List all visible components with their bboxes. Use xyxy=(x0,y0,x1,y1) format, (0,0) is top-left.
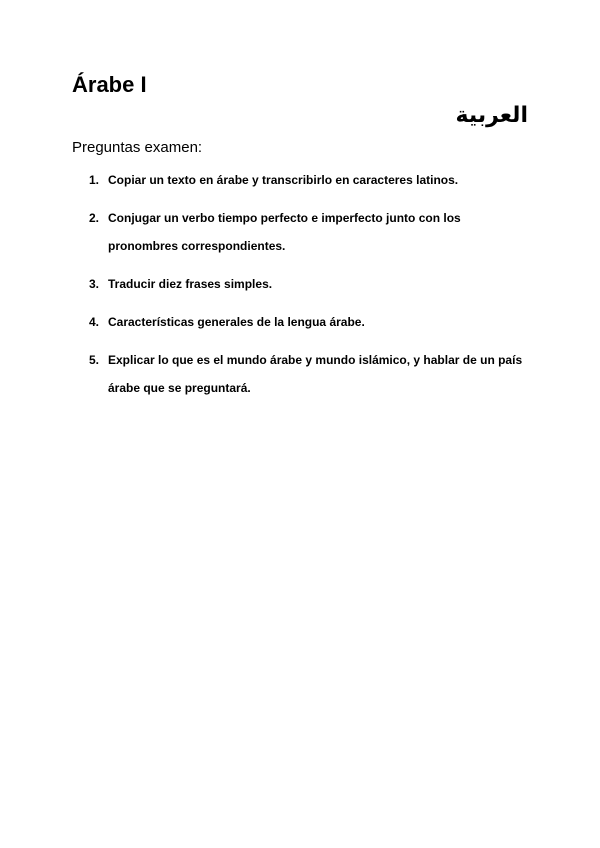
question-number: 3. xyxy=(89,277,100,291)
intro-text: Preguntas examen: xyxy=(72,139,203,156)
question-text: Copiar un texto en árabe y transcribirlo en caracteres latinos. xyxy=(108,173,459,187)
question-text: Conjugar un verbo tiempo perfecto e imperfecto junto con los pronombres correspondientes. xyxy=(108,211,461,253)
question-item xyxy=(72,308,532,336)
question-number: 4. xyxy=(89,315,100,329)
question-item xyxy=(72,270,532,298)
page-title: Árabe I xyxy=(72,72,147,97)
question-item xyxy=(72,204,532,260)
question-list xyxy=(72,166,532,412)
question-item xyxy=(72,346,532,402)
arabic-title: العربية xyxy=(455,103,528,128)
question-number: 1. xyxy=(89,173,100,187)
question-text: Explicar lo que es el mundo árabe y mundo islámico, y hablar de un país árabe que se preguntará. xyxy=(108,353,523,395)
question-item xyxy=(72,166,532,194)
question-number: 2. xyxy=(89,211,100,225)
question-number: 5. xyxy=(89,353,100,367)
question-text: Traducir diez frases simples. xyxy=(108,277,273,291)
question-text: Características generales de la lengua árabe. xyxy=(108,315,365,329)
